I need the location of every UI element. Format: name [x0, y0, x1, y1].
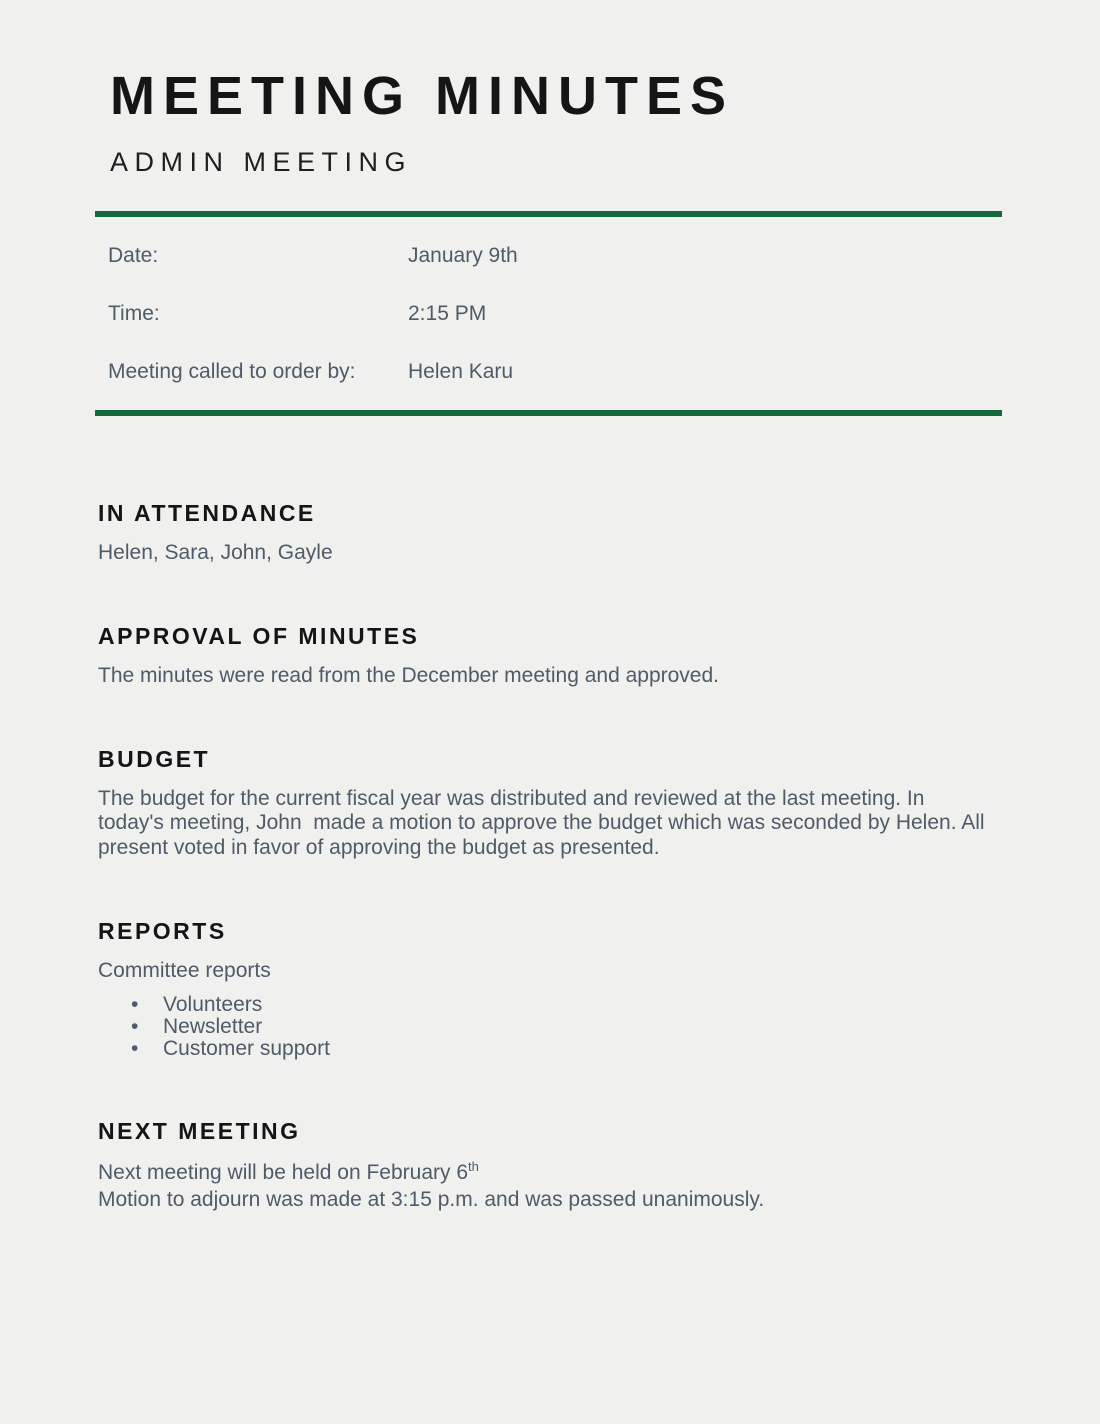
meeting-info-table	[95, 211, 1002, 416]
called-by-value: Helen Karu	[408, 360, 514, 383]
adjourn-line: Motion to adjourn was made at 3:15 p.m. and was passed unanimously.	[98, 1188, 765, 1212]
time-label: Time:	[108, 302, 160, 325]
attendance-body: Helen, Sara, John, Gayle	[98, 541, 333, 564]
approval-body: The minutes were read from the December meeting and approved.	[98, 664, 719, 688]
reports-intro: Committee reports	[98, 958, 271, 982]
table-row-called-by	[95, 343, 1002, 401]
list-item: • Customer support	[98, 1038, 990, 1060]
time-value: 2:15 PM	[408, 302, 487, 325]
reports-bullet-list	[98, 994, 990, 1060]
page-title: MEETING MINUTES	[110, 66, 735, 126]
called-by-label: Meeting called to order by:	[108, 360, 356, 383]
attendance-heading: IN ATTENDANCE	[98, 500, 316, 526]
section-approval-of-minutes	[98, 623, 990, 688]
approval-heading: APPROVAL OF MINUTES	[98, 623, 420, 650]
budget-body: The budget for the current fiscal year was distributed and reviewed at the last meeting. In today's meeting, John made a motion to approve the budget which was seconded by Helen. All present voted in favor of approving the budget as presented.	[98, 787, 991, 859]
next-meeting-date-text: Next meeting will be held on February 6	[98, 1160, 469, 1184]
table-row-date	[95, 227, 1002, 285]
ordinal-superscript: th	[468, 1158, 479, 1174]
list-item: • Newsletter	[98, 1016, 990, 1038]
date-value: January 9th	[408, 244, 518, 267]
budget-heading: BUDGET	[98, 746, 211, 773]
next-meeting-heading: NEXT MEETING	[98, 1117, 301, 1144]
list-item: • Volunteers	[98, 994, 990, 1016]
section-reports	[98, 918, 990, 1060]
date-label: Date:	[108, 244, 159, 267]
document-header	[110, 66, 990, 178]
next-meeting-date-line	[98, 1159, 990, 1186]
table-row-time	[95, 285, 1002, 343]
section-attendance	[98, 500, 990, 565]
section-budget	[98, 746, 990, 859]
reports-heading: REPORTS	[98, 917, 227, 944]
section-next-meeting	[98, 1118, 990, 1214]
page-subtitle: ADMIN MEETING	[110, 147, 413, 177]
